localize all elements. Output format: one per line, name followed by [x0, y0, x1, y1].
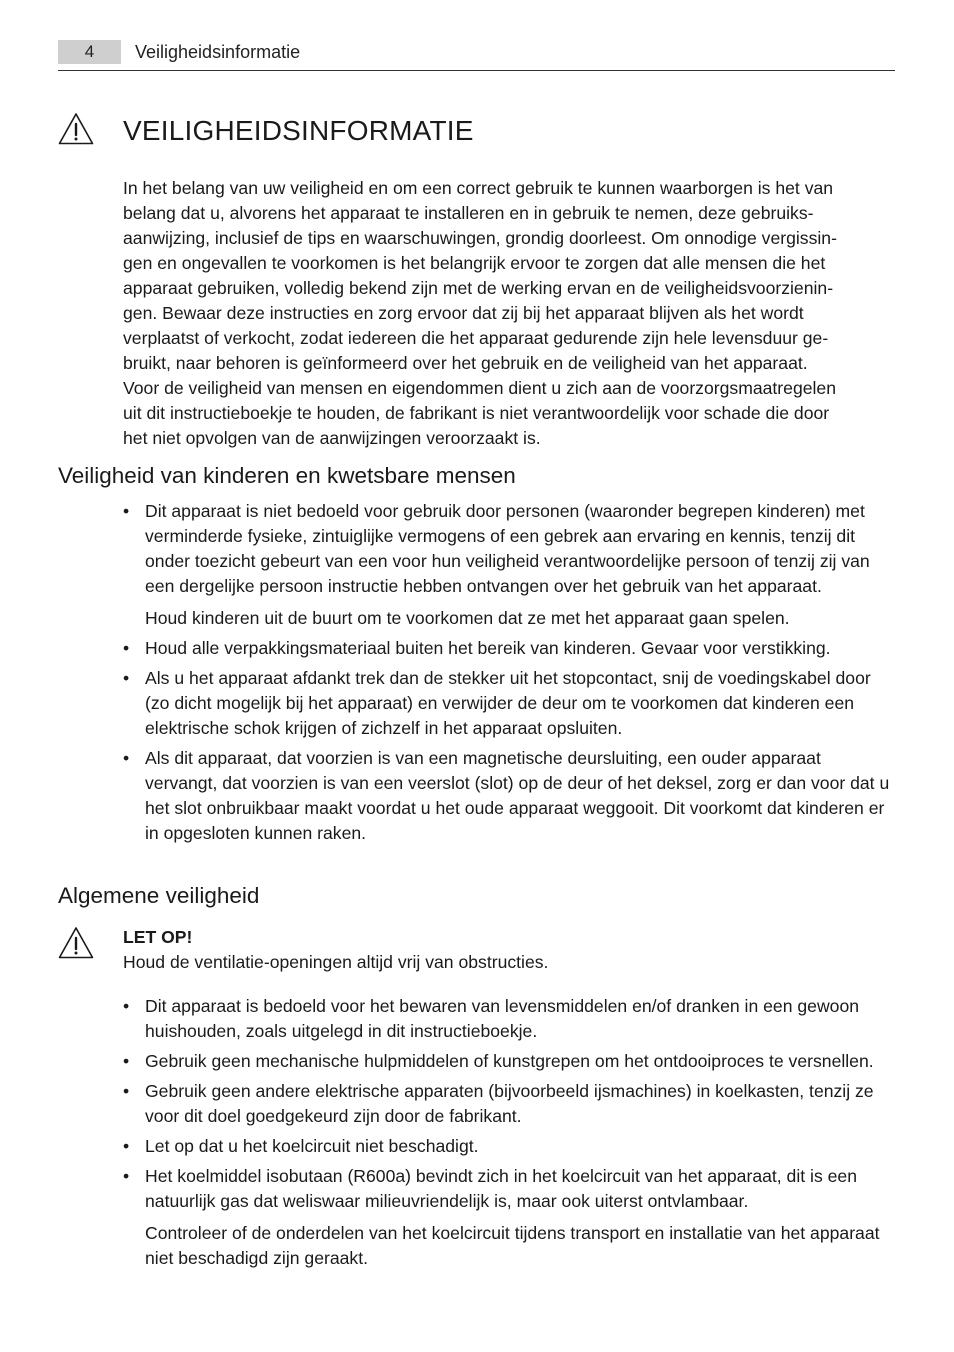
- list-item: [123, 994, 898, 1044]
- bullet-icon: •: [123, 638, 130, 658]
- bullet-icon: •: [123, 1081, 130, 1101]
- bullet-icon: •: [123, 1136, 130, 1156]
- intro-line: gen en ongevallen te voorkomen is het belangrijk ervoor te zorgen dat alle mensen die het: [123, 253, 826, 273]
- list-item: [123, 746, 898, 846]
- intro-line: verplaatst of verkocht, zodat iedereen die het apparaat gedurende zijn hele levensduur ge-: [123, 328, 829, 348]
- list-item-text: Dit apparaat is niet bedoeld voor gebruik door personen (waaronder begrepen kinderen) met verminderde fysieke, zintuiglijke vermogens of een gebrek aan ervaring en kennis, tenzij dit onder toezicht gebeurt van een voor hun veiligheid verantwoordelijke persoon of tenzij zij van een dergelijke persoon instructie hebben ontvangen over het gebruik van het apparaat.: [145, 501, 870, 596]
- chapter-title: VEILIGHEIDSINFORMATIE: [123, 115, 474, 146]
- list-item-text: Het koelmiddel isobutaan (R600a) bevindt zich in het koelcircuit van het apparaat, dit is een natuurlijk gas dat weliswaar milieuvriendelijk is, maar ook uiterst ontvlambaar.: [145, 1166, 857, 1211]
- list-item-subtext: Controleer of de onderdelen van het koelcircuit tijdens transport en installatie van het apparaat niet beschadigd zijn geraakt.: [145, 1223, 880, 1268]
- list-item: [123, 1049, 898, 1074]
- bullet-icon: •: [123, 996, 130, 1016]
- page-header: [58, 40, 895, 71]
- running-title: Veiligheidsinformatie: [135, 42, 301, 62]
- list-item: [123, 666, 898, 741]
- bullet-icon: •: [123, 668, 130, 688]
- list-item: [123, 1134, 898, 1159]
- intro-line: bruikt, naar behoren is geïnformeerd over het gebruik en de veiligheid van het apparaat.: [123, 353, 808, 373]
- list-item-text: Als u het apparaat afdankt trek dan de stekker uit het stopcontact, snij de voedingskabel door (zo dicht mogelijk bij het apparaat) en verwijder de deur om te voorkomen dat kinderen een elektrische schok krijgen of zichzelf in het apparaat opsluiten.: [145, 668, 871, 738]
- intro-line: belang dat u, alvorens het apparaat te installeren en in gebruik te nemen, deze gebruiks-: [123, 203, 814, 223]
- section-title-children: Veiligheid van kinderen en kwetsbare mensen: [58, 463, 516, 488]
- list-item-text: Gebruik geen andere elektrische apparaten (bijvoorbeeld ijsmachines) in koelkasten, tenzij ze voor dit doel goedgekeurd zijn door de fabrikant.: [145, 1081, 874, 1126]
- intro-line: aanwijzing, inclusief de tips en waarschuwingen, grondig doorleest. Om onnodige vergissin-: [123, 228, 837, 248]
- intro-line: In het belang van uw veiligheid en om een correct gebruik te kunnen waarborgen is het van: [123, 178, 834, 198]
- intro-line: gen. Bewaar deze instructies en zorg ervoor dat zij bij het apparaat blijven als het wordt: [123, 303, 804, 323]
- bullet-icon: •: [123, 748, 130, 768]
- warning-triangle-icon: [57, 925, 95, 961]
- warning-triangle-icon: [57, 111, 95, 147]
- intro-line: Voor de veiligheid van mensen en eigendommen dient u zich aan de voorzorgsmaatregelen: [123, 378, 837, 398]
- list-item-subtext: Houd kinderen uit de buurt om te voorkomen dat ze met het apparaat gaan spelen.: [145, 608, 790, 628]
- list-item: [123, 636, 898, 661]
- list-item-text: Gebruik geen mechanische hulpmiddelen of kunstgrepen om het ontdooiproces te versnellen.: [145, 1051, 874, 1071]
- children-safety-list: [123, 499, 898, 851]
- list-item-text: Dit apparaat is bedoeld voor het bewaren van levensmiddelen en/of dranken in een gewoon huishouden, zoals uitgelegd in dit instructieboekje.: [145, 996, 860, 1041]
- page-number: 4: [58, 40, 121, 64]
- list-item: [123, 1079, 898, 1129]
- bullet-icon: •: [123, 1051, 130, 1071]
- list-item: [123, 1164, 898, 1271]
- list-item-text: Let op dat u het koelcircuit niet beschadigt.: [145, 1136, 479, 1156]
- bullet-icon: •: [123, 1166, 130, 1186]
- general-safety-list: [123, 994, 898, 1276]
- intro-line: apparaat gebruiken, volledig bekend zijn met de werking ervan en de veiligheidsvoorzienin-: [123, 278, 834, 298]
- intro-line: uit dit instructieboekje te houden, de fabrikant is niet verantwoordelijk voor schade die door: [123, 403, 830, 423]
- note-label: LET OP!: [123, 927, 193, 947]
- list-item-text: Houd alle verpakkingsmateriaal buiten het bereik van kinderen. Gevaar voor verstikking.: [145, 638, 831, 658]
- intro-paragraph: [123, 176, 898, 451]
- intro-line: het niet opvolgen van de aanwijzingen veroorzaakt is.: [123, 428, 541, 448]
- note-text: Houd de ventilatie-openingen altijd vrij van obstructies.: [123, 952, 549, 972]
- bullet-icon: •: [123, 501, 130, 521]
- list-item-text: Als dit apparaat, dat voorzien is van een magnetische deursluiting, een ouder apparaat vervangt, dat voorzien is van een veerslot (slot) op de deur of het deksel, zorg er dan voor dat u het slot onbruikbaar maakt voordat u het oude apparaat weggooit. Dit voorkomt dat kinderen er in opgesloten kunnen raken.: [145, 748, 890, 843]
- section-title-general: Algemene veiligheid: [58, 883, 260, 908]
- list-item: [123, 499, 898, 631]
